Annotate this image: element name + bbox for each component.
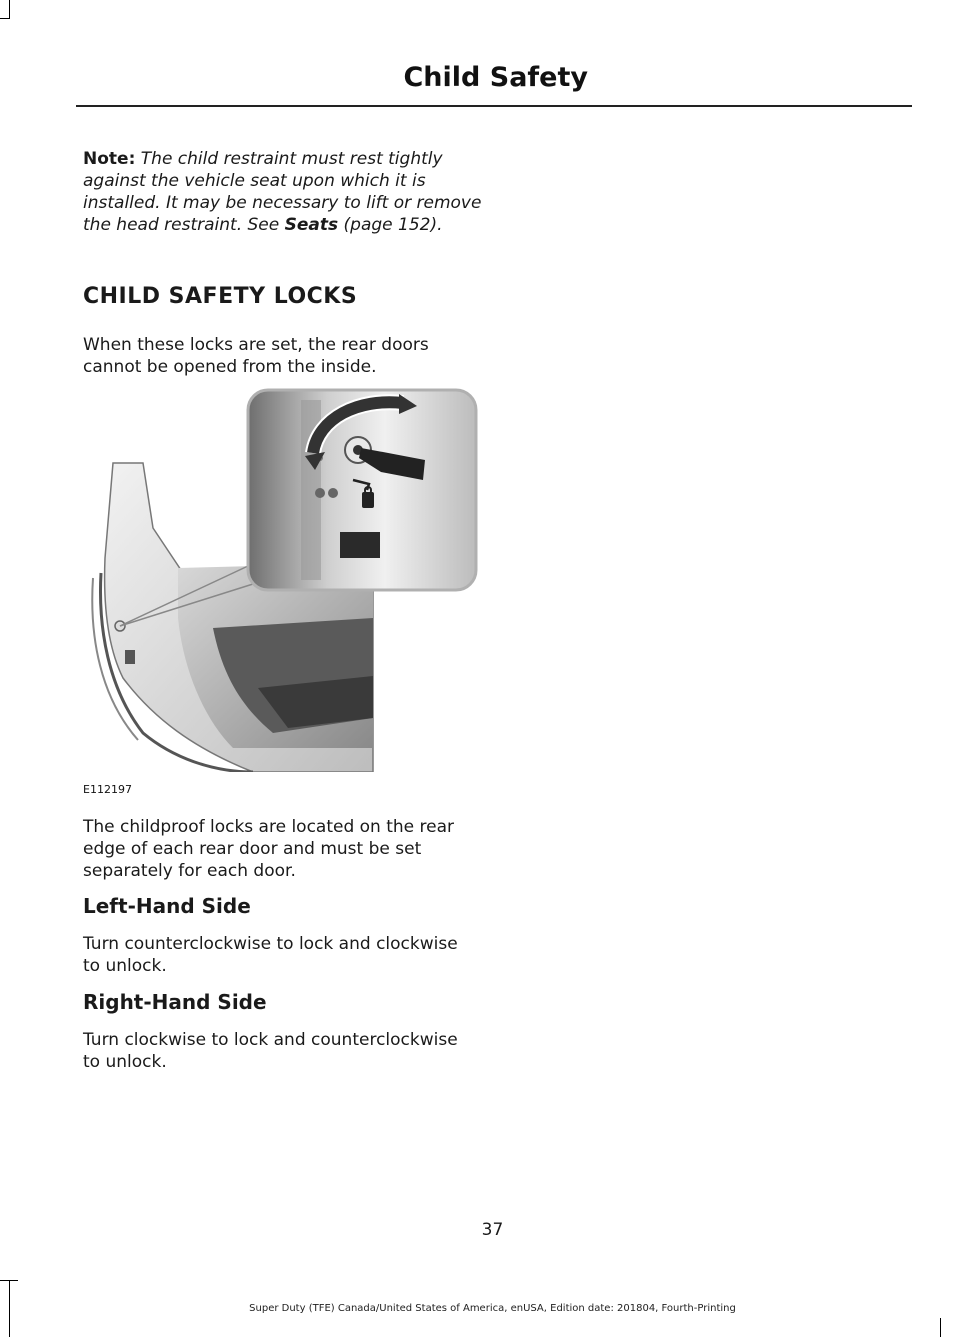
crop-mark-top-left-h (0, 18, 10, 19)
crop-mark-bottom-left-h (0, 1280, 18, 1281)
section-intro: When these locks are set, the rear doors cannot be opened from the inside. (83, 335, 429, 377)
section-title: CHILD SAFETY LOCKS (83, 284, 358, 309)
page-header-title: Child Safety (403, 62, 588, 93)
lock-location-text: The childproof locks are located on the rear edge of each rear door and must be set separately for each door. (83, 817, 455, 881)
door-lock-figure (83, 388, 479, 772)
left-hand-side-heading: Left-Hand Side (83, 894, 251, 918)
note-paragraph (83, 148, 483, 236)
figure-code: E112197 (83, 783, 132, 796)
crop-mark-top-left-v (9, 0, 10, 18)
header-rule (76, 105, 912, 107)
door-lock-illustration (83, 388, 479, 772)
note-label: Note: (83, 149, 136, 169)
edition-footer: Super Duty (TFE) Canada/United States of America, enUSA, Edition date: 201804, Fourth-Printing (249, 1303, 736, 1314)
page-number: 37 (481, 1220, 504, 1240)
right-hand-side-heading: Right-Hand Side (83, 990, 267, 1014)
note-page-ref: (page 152). (343, 215, 443, 235)
crop-mark-bottom-right-v (940, 1318, 941, 1337)
left-hand-side-text: Turn counterclockwise to lock and clockwise to unlock. (83, 934, 458, 976)
note-text: The child restraint must rest tightly against the vehicle seat upon which it is installed. It may be necessary to lift or remove the head restraint. See (83, 149, 482, 235)
seats-link[interactable]: Seats (284, 215, 339, 235)
right-hand-side-text: Turn clockwise to lock and counterclockwise to unlock. (83, 1030, 458, 1072)
